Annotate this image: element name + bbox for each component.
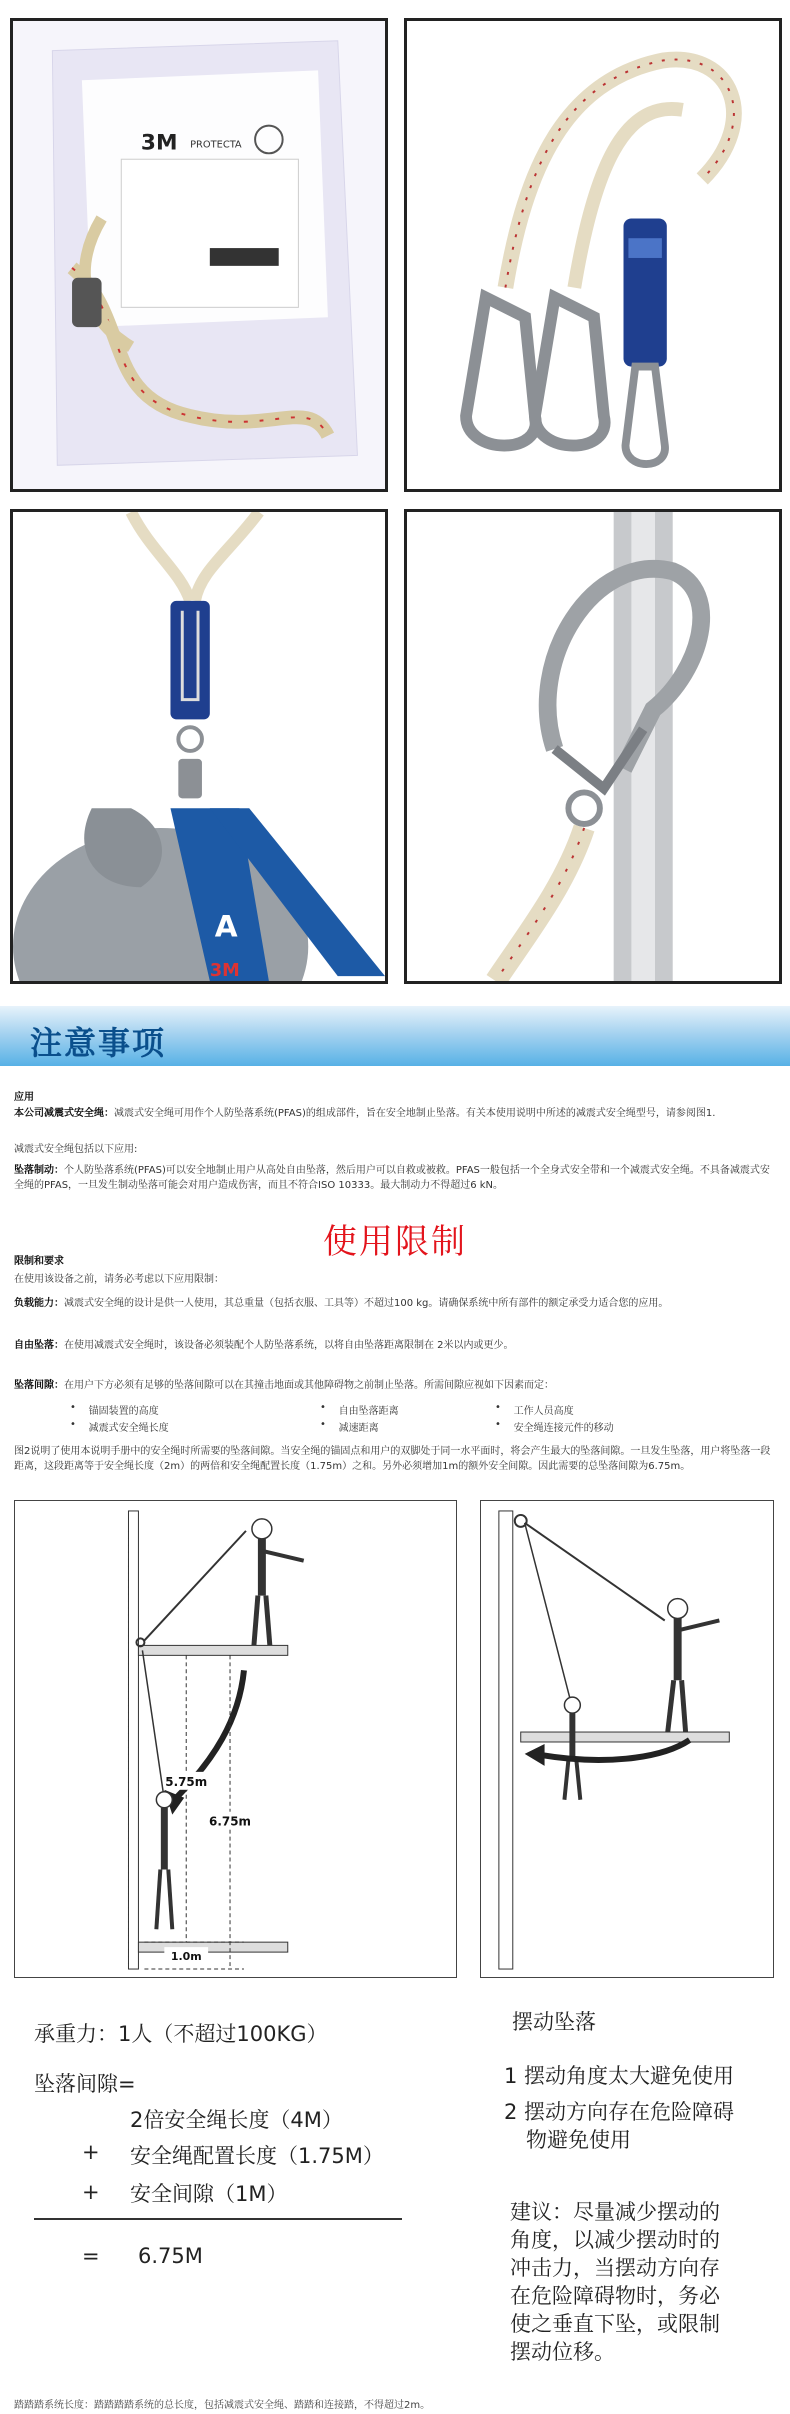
gap-paragraph	[14, 1378, 774, 1393]
para1-bold: 本公司减震式安全绳：	[14, 1108, 114, 1119]
usage-limits-title: 使用限制	[323, 1222, 467, 1262]
plus-sign-2: +	[82, 2180, 100, 2204]
load-bold: 负载能力：	[14, 1298, 64, 1309]
footnote-text: 踏踏踏系统长度：踏踏踏踏系统的总长度，包括减震式安全绳、踏踏和连接踏，不得超过2m。	[14, 2400, 431, 2411]
swing-item1: 1 摆动角度太大避免使用	[504, 2064, 735, 2088]
section1-para1	[14, 1106, 774, 1121]
section1-para2: 减震式安全绳包括以下应用:	[14, 1144, 138, 1155]
diagram-label-675: 6.75m	[209, 1814, 251, 1829]
bullet-item: • 减震式安全绳长度	[70, 1419, 169, 1434]
bullet-item: • 减速距离	[320, 1419, 379, 1434]
diagram-label-575: 5.75m	[165, 1774, 208, 1789]
product-photo-packaged	[10, 18, 388, 492]
gap-total: 6.75M	[138, 2244, 203, 2268]
banner-title: 注意事项	[30, 1024, 167, 1062]
load-text: 减震式安全绳的设计是供一人使用，其总重量（包括衣服、工具等）不超过100 kg。请确保系统中所有部件的额定承受力适合您的应用。	[64, 1298, 669, 1309]
section1-para3	[14, 1163, 774, 1193]
swing-item2-cont: 物避免使用	[526, 2128, 631, 2152]
product-photo-lanyard	[404, 18, 782, 492]
notice-banner	[0, 1006, 790, 1066]
fall-clearance-diagram	[14, 1500, 457, 1978]
gap-text: 在用户下方必须有足够的坠落间隙可以在其撞击地面或其他障碍物之前制止坠落。所需间隙应视如下因素而定：	[64, 1380, 554, 1391]
product-photo-hook-detail	[404, 509, 782, 984]
section2-intro: 在使用该设备之前，请务必考虑以下应用限制：	[14, 1274, 224, 1285]
load-paragraph	[14, 1296, 774, 1311]
strap-letter: A	[214, 909, 238, 944]
swing-item2: 2 摆动方向存在危险障碍	[504, 2100, 735, 2124]
capacity-text: 承重力：1人（不超过100KG）	[34, 2022, 328, 2046]
bullet-item: • 安全绳连接元件的移动	[495, 1419, 614, 1434]
freefall-text: 在使用减震式安全绳时，该设备必须装配个人防坠落系统，以将自由坠落距离限制在 2米以内或更少。	[64, 1340, 514, 1351]
section2-heading: 限制和要求	[14, 1256, 64, 1267]
bullet-item: • 工作人员高度	[495, 1402, 574, 1417]
para1-text: 减震式安全绳可用作个人防坠落系统(PFAS)的组成部件，旨在安全地制止坠落。有关本使用说明中所述的减震式安全绳型号，请参阅图1.	[114, 1108, 716, 1119]
gap-line1: 2倍安全绳长度（4M）	[130, 2108, 343, 2132]
diagram-label-10: 1.0m	[170, 1950, 202, 1964]
figure2-explanation: 图2说明了使用本说明手册中的安全绳时所需要的坠落间隙。当安全绳的锚固点和用户的双脚处于同一水平面时，将会产生最大的坠落间隙。一旦发生坠落，用户将坠落一段距离，这段距离等于安全绳长度（2m）的两倍和安全绳配置长度（1.75m）之和。另外必须增加1m的额外安全间隙。因此需要的总坠落间隙为6.75m。	[14, 1446, 771, 1472]
gap-line2: 安全绳配置长度（1.75M）	[130, 2144, 384, 2168]
para3-text: 个人防坠落系统(PFAS)可以安全地制止用户从高处自由坠落，然后用户可以自救或被救。PFAS一般包括一个全身式安全带和一个减震式安全绳。不具备减震式安全绳的PFAS，一旦发生制动坠落可能会对用户造成伤害，而且不符合ISO 10333。最大制动力不得超过6 kN。	[14, 1165, 770, 1191]
bullet-item: • 自由坠落距离	[320, 1402, 399, 1417]
brand-label: 3M	[140, 130, 178, 156]
plus-sign-1: +	[82, 2140, 100, 2164]
strap-brand: 3M	[209, 961, 240, 981]
swing-fall-diagram	[480, 1500, 774, 1978]
bullet-item: • 锚固装置的高度	[70, 1402, 159, 1417]
brand2-label: PROTECTA	[190, 139, 242, 151]
equals-sign: =	[82, 2244, 100, 2268]
gap-line3: 安全间隙（1M）	[130, 2182, 288, 2206]
section1-heading: 应用	[14, 1092, 34, 1103]
swing-fall-title: 摆动坠落	[512, 2010, 596, 2034]
product-photo-worn	[10, 509, 388, 984]
para3-bold: 坠落制动：	[14, 1165, 64, 1176]
freefall-paragraph	[14, 1338, 774, 1353]
gap-bold: 坠落间隙：	[14, 1380, 64, 1391]
freefall-bold: 自由坠落：	[14, 1340, 64, 1351]
formula-divider	[34, 2218, 402, 2220]
gap-formula-title: 坠落间隙=	[34, 2072, 136, 2096]
